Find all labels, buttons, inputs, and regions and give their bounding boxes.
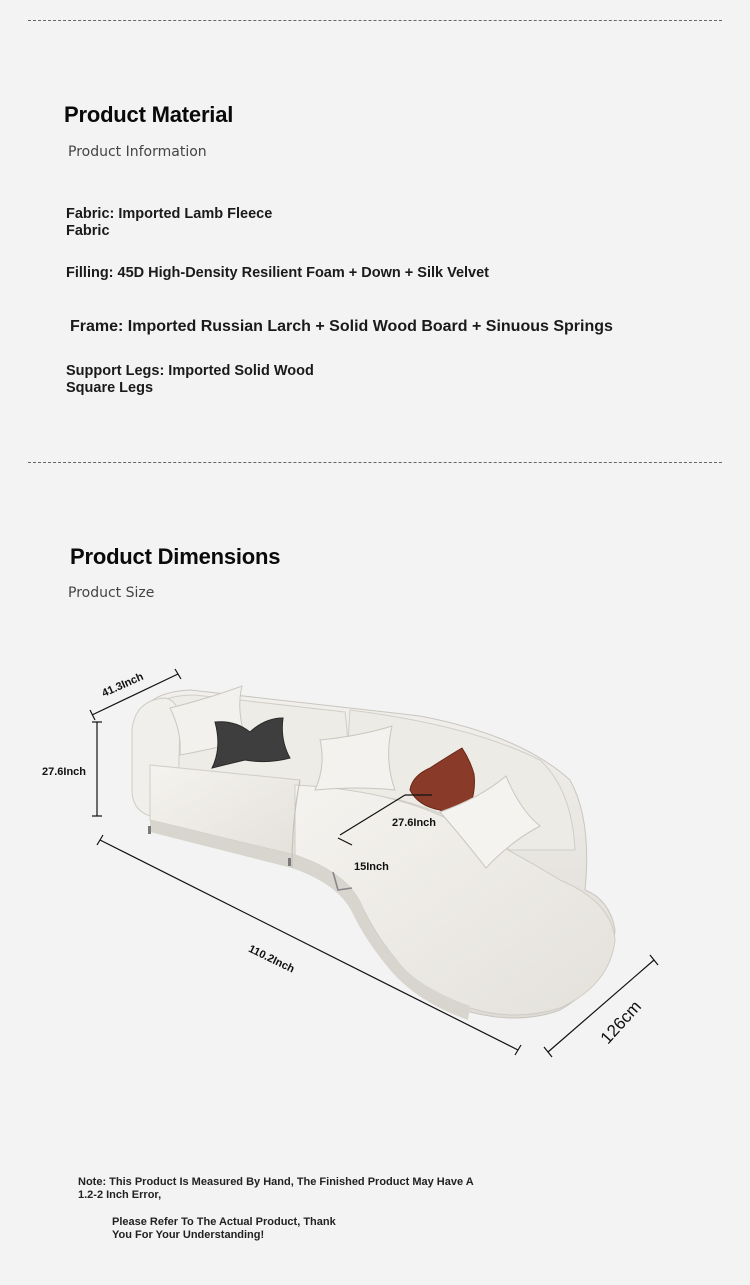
material-title: Product Material (64, 102, 234, 127)
dim-seat-depth-label: 27.6Inch (392, 817, 437, 829)
note-line2: 1.2-2 Inch Error, (78, 1189, 162, 1201)
spec-legs-line1: Support Legs: Imported Solid Wood (66, 363, 314, 379)
note-measurement (78, 1176, 474, 1202)
spec-legs (66, 363, 314, 397)
spec-filling: Filling: 45D High-Density Resilient Foam + Down + Silk Velvet (66, 265, 490, 281)
divider-middle (28, 462, 722, 463)
dimensions-title: Product Dimensions (70, 544, 281, 569)
dim-seat-height-label: 15Inch (354, 861, 389, 873)
spec-fabric-line2: Fabric (66, 223, 110, 239)
material-subtitle: Product Information (68, 144, 207, 160)
note-line4: You For Your Understanding! (112, 1229, 265, 1241)
spec-fabric (66, 206, 272, 240)
dim-height-label: 27.6Inch (42, 766, 87, 778)
note-line3: Please Refer To The Actual Product, Thank (112, 1216, 336, 1228)
divider-top (28, 20, 722, 21)
dim-length-label: 110.2Inch (246, 943, 297, 976)
dimensions-subtitle: Product Size (68, 585, 155, 601)
dim-width-label: 126cm (596, 997, 646, 1048)
dim-depth-label: 41.3Inch (100, 670, 146, 700)
spec-frame: Frame: Imported Russian Larch + Solid Wood Board + Sinuous Springs (70, 318, 613, 335)
spec-fabric-line1: Fabric: Imported Lamb Fleece (66, 206, 273, 222)
note-line1: Note: This Product Is Measured By Hand, The Finished Product May Have A (78, 1176, 474, 1188)
sofa-dimension-diagram (0, 640, 750, 1160)
spec-legs-line2: Square Legs (66, 380, 154, 396)
note-refer (112, 1216, 336, 1242)
